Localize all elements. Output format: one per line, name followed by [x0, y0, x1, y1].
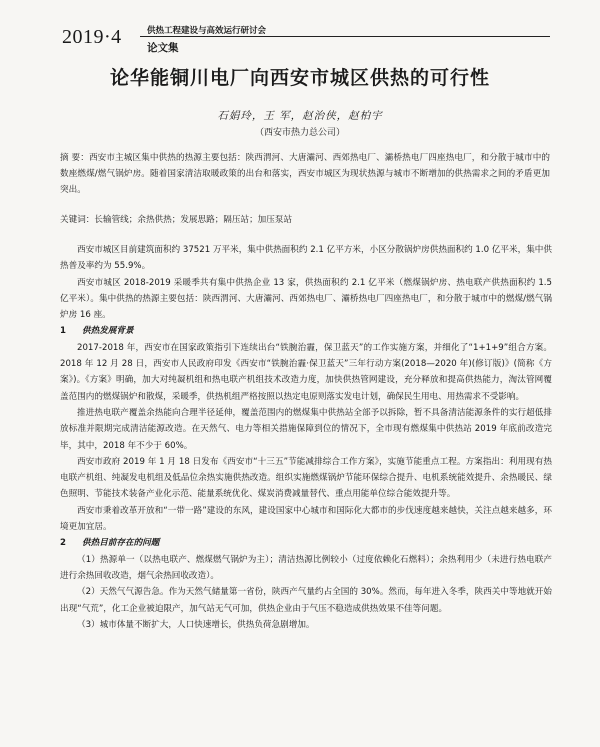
paper-title: 论华能铜川电厂向西安市城区供热的可行性	[109, 67, 490, 89]
section-title: 供热目前存在的问题	[82, 538, 160, 549]
section-heading	[60, 323, 552, 339]
body-paragraph: （3）城市体量不断扩大，人口快速增长，供热负荷急剧增加。	[77, 619, 315, 630]
section-number: 1	[60, 326, 66, 337]
body-paragraph: 推进热电联产覆盖余热能向合理半径延伸，覆盖范围内的燃煤集中供热站全部予以拆除，暂不具备清洁能源条件的实行超低排放标准并限期完成清洁能源改造。在天然气、电力等相关措施保障到位的情况下，全市现有燃煤集中供热站 2019 年底前改造完毕，其中，2018 年不少于 60%。	[60, 407, 552, 451]
header-section: 论文集	[147, 42, 179, 54]
keywords-label: 关键词：	[60, 215, 95, 225]
body-paragraph: 西安市城区 2018-2019 采暖季共有集中供热企业 13 家，供热面积约 2.1 亿平米（燃煤锅炉房、热电联产供热面积约 1.5 亿平米）。集中供热的热源主要包括：陕西渭河、大唐灞河、西郊热电厂、灞桥热电厂四座热电厂，和分散于城市中的燃煤/燃气锅炉房 16 座。	[60, 277, 552, 321]
section-title: 供热发展背景	[82, 326, 134, 337]
header-rule	[140, 36, 550, 37]
body-paragraph: 2017-2018 年，西安市在国家政策指引下连续出台“铁腕治霾，保卫蓝天”的工作实施方案，并细化了“1+1+9”组合方案。2018 年 12 月 28 日，西安市人民政府印发《西安市“铁腕治霾·保卫蓝天”三年行动方案(2018—2020 年)(修订版)》(简称《方案》)。《方案》明确，加大对纯凝机组和热电联产机组技术改造力度，加快供热管网建设，充分释放和提高供热能力，淘汰管网覆盖范围内的燃煤锅炉和散煤，采暖季，供热机组严格按照以热定电原则落实发电计划，确保民生用电、用热需求不受影响。	[60, 342, 552, 402]
section-heading	[60, 535, 552, 551]
abstract-text: 西安市主城区集中供热的热源主要包括：陕西渭河、大唐灞河、西郊热电厂、灞桥热电厂四座热电厂，和分散于城市中的数座燃煤/燃气锅炉房。随着国家清洁取暖政策的出台和落实，西安市城区为现状热源与城市不断增加的供热需求之间的矛盾更加突出。	[60, 153, 550, 195]
body-paragraph: 西安市城区目前建筑面积约 37521 万平米，集中供热面积约 2.1 亿平方米，小区分散锅炉房供热面积约 1.0 亿平米，集中供热普及率约为 55.9%。	[60, 245, 552, 272]
header-year: 2019·4	[62, 26, 122, 48]
paper-body	[60, 242, 552, 633]
keywords	[60, 212, 550, 228]
body-paragraph: （1）热源单一（以热电联产、燃煤燃气锅炉为主）；清洁热源比例较小（过度依赖化石燃料）；余热利用少（未进行热电联产进行余热回收改造，烟气余热回收改造）。	[60, 554, 552, 581]
body-paragraph: （2）天然气气源告急。作为天然气储量第一省份，陕西产气量约占全国的 30%。然而，每年进入冬季，陕西关中等地就开始出现“气荒”，化工企业被迫限产，加气站无气可加，供热企业由于气压不稳造成供热效果不佳等问题。	[60, 587, 552, 614]
abstract	[60, 150, 550, 198]
paper-affiliation: （西安市热力总公司）	[254, 128, 345, 138]
section-number: 2	[60, 538, 66, 549]
body-paragraph: 西安市秉着改革开放和“一带一路”建设的东风，建设国家中心城市和国际化大都市的步伐速度越来越快，关注点越来越多，环境更加宜居。	[60, 505, 552, 533]
body-paragraph: 西安市政府 2019 年 1 月 18 日发布《西安市“十三五”节能减排综合工作方案》，实施节能重点工程。方案指出：利用现有热电联产机组、纯凝发电机组及低品位余热实施供热改造。组织实施燃煤锅炉节能环保综合提升、电机系统能效提升、余热暖民、绿色照明、节能技术装备产业化示范、能量系统优化、煤炭消费减量替代、重点用能单位综合能效提升等。	[60, 456, 552, 500]
header-journal: 供热工程建设与高效运行研讨会	[147, 26, 267, 36]
keywords-text: 长输管线；余热供热；发展思路；隔压站；加压泵站	[94, 215, 293, 225]
abstract-label: 摘 要：	[60, 153, 89, 163]
paper-authors: 石娟玲，王 军，赵治侠，赵柏宇	[217, 110, 383, 122]
